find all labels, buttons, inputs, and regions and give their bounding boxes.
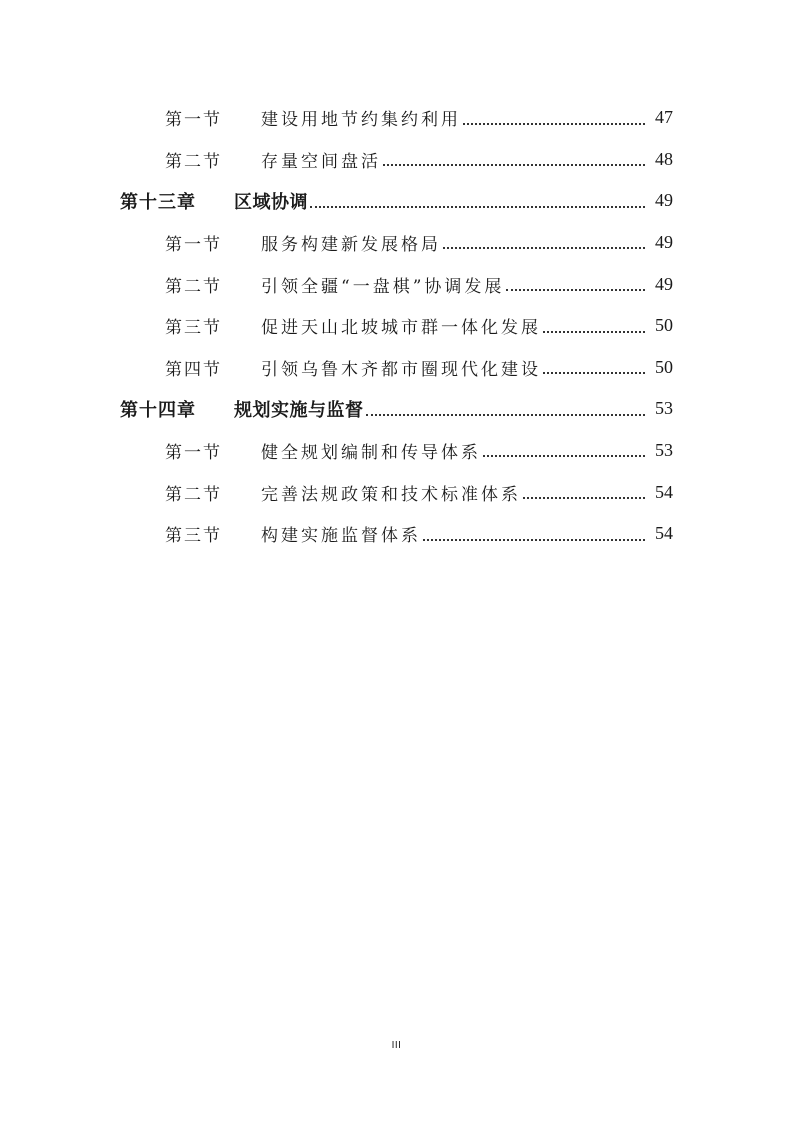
chapter-number: 第十三章 [120, 191, 196, 213]
table-of-contents [0, 97, 793, 555]
section-number: 第一节 [165, 110, 222, 131]
dot-leader [543, 372, 645, 374]
toc-entry-section[interactable] [0, 139, 793, 181]
section-title: 促进天山北坡城市群一体化发展 [261, 318, 541, 339]
section-number: 第三节 [165, 318, 222, 339]
section-number: 第二节 [165, 484, 222, 505]
page-number: 54 [655, 523, 673, 544]
toc-entry-section[interactable] [0, 430, 793, 472]
section-title: 建设用地节约集约利用 [261, 110, 461, 131]
section-number: 第二节 [165, 151, 222, 172]
chapter-number: 第十四章 [120, 399, 196, 421]
page-footer-number: III [391, 1040, 402, 1051]
chapter-title: 规划实施与监督 [234, 399, 364, 421]
page-number: 50 [655, 315, 673, 336]
dot-leader [423, 539, 645, 541]
page-number: 49 [655, 273, 673, 294]
toc-entry-section[interactable] [0, 347, 793, 389]
section-title: 存量空间盘活 [261, 151, 381, 172]
dot-leader [483, 455, 645, 457]
section-number: 第一节 [165, 235, 222, 256]
page-number: 54 [655, 481, 673, 502]
toc-entry-section[interactable] [0, 222, 793, 264]
toc-entry-chapter[interactable] [0, 180, 793, 222]
section-number: 第一节 [165, 443, 222, 464]
dot-leader [443, 247, 645, 249]
toc-entry-section[interactable] [0, 263, 793, 305]
toc-entry-section[interactable] [0, 305, 793, 347]
section-title: 完善法规政策和技术标准体系 [261, 484, 521, 505]
dot-leader [543, 331, 645, 333]
page-number: 48 [655, 148, 673, 169]
page-number: 53 [655, 398, 673, 419]
dot-leader [463, 123, 645, 125]
page-number: 53 [655, 440, 673, 461]
section-title: 健全规划编制和传导体系 [261, 443, 481, 464]
toc-entry-chapter[interactable] [0, 388, 793, 430]
section-number: 第三节 [165, 526, 222, 547]
section-title: 服务构建新发展格局 [261, 235, 441, 256]
toc-entry-section[interactable] [0, 97, 793, 139]
dot-leader [523, 497, 645, 499]
dot-leader [383, 164, 645, 166]
page-number: 49 [655, 232, 673, 253]
page-number: 50 [655, 356, 673, 377]
section-number: 第四节 [165, 359, 222, 380]
dot-leader [310, 206, 645, 208]
toc-entry-section[interactable] [0, 471, 793, 513]
dot-leader [506, 289, 645, 291]
page-number: 47 [655, 107, 673, 128]
section-title: 构建实施监督体系 [261, 526, 421, 547]
section-title: 引领乌鲁木齐都市圈现代化建设 [261, 359, 541, 380]
section-title: 引领全疆“一盘棋”协调发展 [261, 276, 505, 297]
chapter-title: 区域协调 [234, 191, 308, 213]
section-number: 第二节 [165, 276, 222, 297]
dot-leader [366, 414, 646, 416]
toc-entry-section[interactable] [0, 513, 793, 555]
page-number: 49 [655, 190, 673, 211]
